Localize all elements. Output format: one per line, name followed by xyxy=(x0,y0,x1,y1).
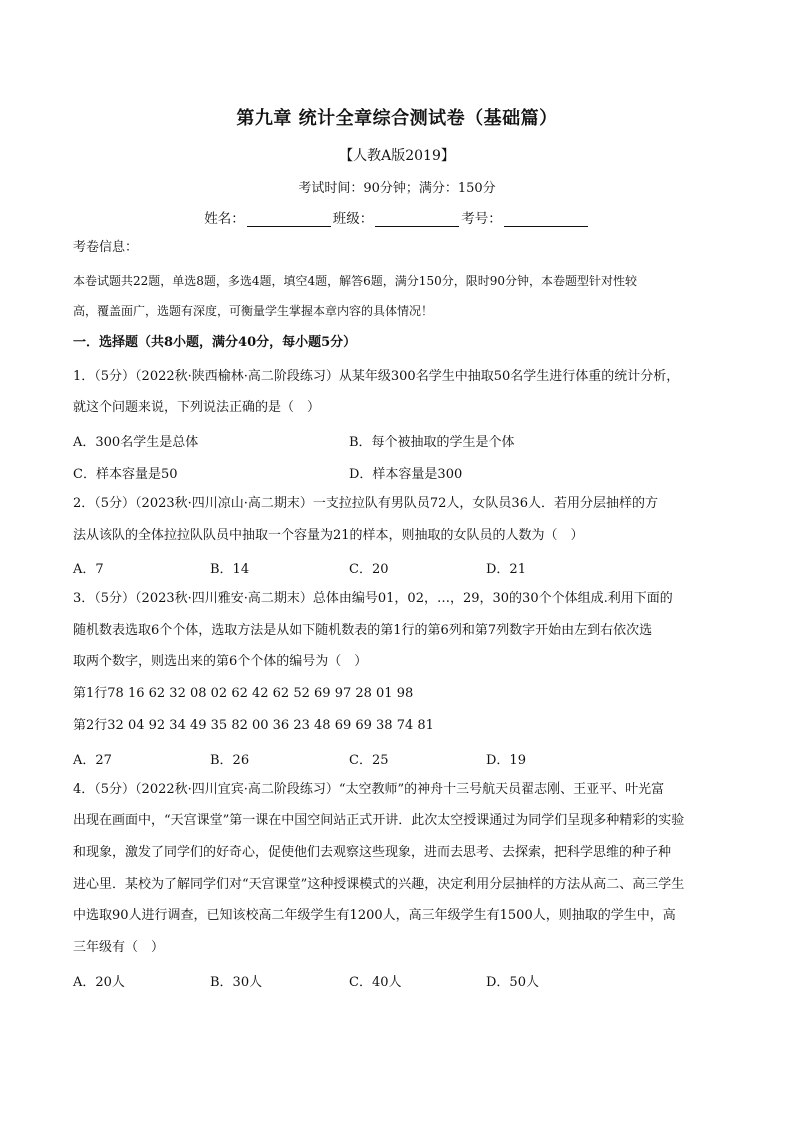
question-line: 法从该队的全体拉拉队队员中抽取一个容量为21的样本，则抽取的女队员的人数为（ ） xyxy=(73,528,584,543)
answer-option[interactable]: A．27 xyxy=(73,753,112,768)
question-line: 4．（5分）（2022秋·四川宜宾·高二阶段练习）“太空教师”的神舟十三号航天员翟志刚、王亚平、叶光富 xyxy=(73,782,665,797)
question-line: 和现象，激发了同学们的好奇心，促使他们去观察这些现象，进而去思考、去探索，把科学思维的种子种 xyxy=(73,845,672,860)
question-line: 随机数表选取6个个体，选取方法是从如下随机数表的第1行的第6列和第7列数字开始由左到右依次选 xyxy=(73,623,653,638)
class-field[interactable] xyxy=(375,212,459,227)
name-label: 姓名： xyxy=(204,211,245,227)
info-line: 本卷试题共22题，单选8题，多选4题，填空4题，解答6题，满分150分，限时90分钟，本卷题型针对性较 xyxy=(73,274,637,288)
answer-option[interactable]: C．40人 xyxy=(349,975,402,990)
answer-option[interactable]: A．20人 xyxy=(73,975,125,990)
id-field[interactable] xyxy=(504,212,588,227)
info-heading: 考卷信息： xyxy=(73,240,139,255)
answer-option[interactable]: D．21 xyxy=(486,562,526,577)
question-line: 就这个问题来说，下列说法正确的是（ ） xyxy=(73,400,321,415)
question-line: 出现在画面中，“天宫课堂”第一课在中国空间站正式开讲．此次太空授课通过为同学们呈现多种精彩的实验 xyxy=(73,813,685,828)
exam-time: 考试时间：90分钟；满分：150分 xyxy=(298,181,496,196)
answer-option[interactable]: B．30人 xyxy=(210,975,263,990)
student-fields xyxy=(0,207,794,227)
answer-option[interactable]: C．25 xyxy=(349,753,389,768)
name-field[interactable] xyxy=(247,212,331,227)
answer-option[interactable]: C．20 xyxy=(349,562,389,577)
answer-option[interactable]: D．50人 xyxy=(486,975,539,990)
answer-option[interactable]: A．300名学生是总体 xyxy=(73,435,199,450)
id-label: 考号： xyxy=(461,211,502,227)
answer-option[interactable]: B．14 xyxy=(210,562,250,577)
info-line: 高，覆盖面广，选题有深度，可衡量学生掌握本章内容的具体情况！ xyxy=(73,304,434,318)
question-line: 三年级有（ ） xyxy=(73,940,165,955)
question-line: 3．（5分）（2023秋·四川雅安·高二期末）总体由编号01，02，…，29，30的30个个体组成.利用下面的 xyxy=(73,591,673,606)
answer-option[interactable]: B．26 xyxy=(210,753,250,768)
random-table-row: 第1行78 16 62 32 08 02 62 42 62 52 69 97 28 01 98 xyxy=(73,686,414,701)
question-line: 1．（5分）（2022秋·陕西榆林·高二阶段练习）从某年级300名学生中抽取50名学生进行体重的统计分析， xyxy=(73,369,680,384)
answer-option[interactable]: B．每个被抽取的学生是个体 xyxy=(349,435,515,450)
edition-subtitle: 【人教A版2019】 xyxy=(339,148,455,164)
answer-option[interactable]: D．19 xyxy=(486,753,526,768)
answer-option[interactable]: D．样本容量是300 xyxy=(349,467,463,482)
answer-option[interactable]: C．样本容量是50 xyxy=(73,467,178,482)
question-line: 取两个数字，则选出来的第6个个体的编号为（ ） xyxy=(73,654,368,669)
random-table-row: 第2行32 04 92 34 49 35 82 00 36 23 48 69 69 38 74 81 xyxy=(73,718,434,733)
page-title: 第九章 统计全章综合测试卷（基础篇） xyxy=(236,108,558,129)
answer-option[interactable]: A．7 xyxy=(73,562,104,577)
question-line: 进心里．某校为了解同学们对“天宫课堂”这种授课模式的兴趣，决定利用分层抽样的方法从高二、高三学生 xyxy=(73,877,685,892)
class-label: 班级： xyxy=(332,211,374,227)
question-line: 中选取90人进行调查，已知该校高二年级学生有1200人，高三年级学生有1500人，则抽取的学生中，高 xyxy=(73,908,676,923)
question-line: 2．（5分）（2023秋·四川凉山·高二期末）一支拉拉队有男队员72人，女队员36人．若用分层抽样的方 xyxy=(73,496,658,511)
section-heading: 一．选择题（共8小题，满分40分，每小题5分） xyxy=(73,335,357,350)
